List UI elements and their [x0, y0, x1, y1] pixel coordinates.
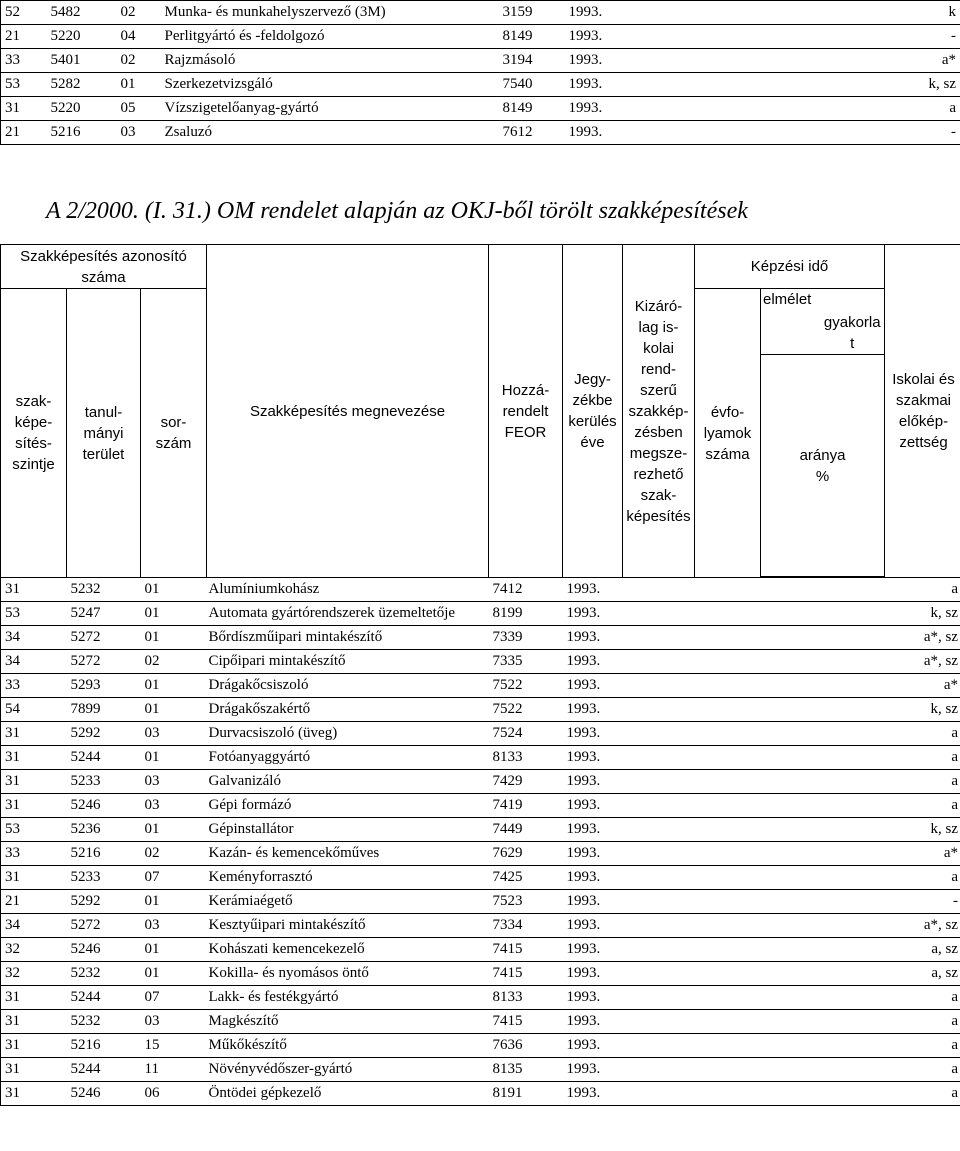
cell-prereq: a	[623, 770, 960, 794]
cell-serial: 01	[141, 626, 207, 650]
cell-prereq: a	[623, 1058, 960, 1082]
top-table	[0, 0, 960, 145]
cell-area: 5236	[67, 818, 141, 842]
table-row	[1, 866, 960, 890]
cell-area: 5293	[67, 674, 141, 698]
table-row	[1, 890, 960, 914]
cell-prereq: a*, sz	[623, 626, 960, 650]
cell-prereq: a*	[625, 49, 960, 73]
cell-prereq: a	[623, 794, 960, 818]
top-table-row	[1, 49, 960, 73]
cell-area: 7899	[67, 698, 141, 722]
table-row	[1, 1034, 960, 1058]
cell-prereq: k, sz	[623, 818, 960, 842]
cell-level: 31	[1, 1010, 67, 1034]
cell-prereq: -	[625, 121, 960, 145]
cell-serial: 01	[141, 962, 207, 986]
cell-area: 5247	[67, 602, 141, 626]
cell-year: 1993.	[563, 962, 623, 986]
cell-name: Lakk- és festékgyártó	[207, 986, 489, 1010]
cell-feor: 8133	[489, 986, 563, 1010]
cell-level: 32	[1, 938, 67, 962]
cell-feor: 7425	[489, 866, 563, 890]
cell-feor: 7612	[499, 121, 565, 145]
cell-serial: 01	[141, 698, 207, 722]
table-row	[1, 770, 960, 794]
cell-serial: 11	[141, 1058, 207, 1082]
cell-prereq: a	[623, 1082, 960, 1106]
cell-feor: 8149	[499, 97, 565, 121]
cell-feor: 8135	[489, 1058, 563, 1082]
cell-area: 5233	[67, 770, 141, 794]
cell-level: 53	[1, 602, 67, 626]
cell-name: Gépinstallátor	[207, 818, 489, 842]
cell-area: 5292	[67, 890, 141, 914]
cell-name: Rajzmásoló	[163, 49, 499, 73]
cell-feor: 7419	[489, 794, 563, 818]
cell-feor: 3159	[499, 1, 565, 25]
cell-year: 1993.	[563, 770, 623, 794]
cell-name: Kohászati kemencekezelő	[207, 938, 489, 962]
cell-year: 1993.	[563, 578, 623, 602]
cell-prereq: a	[623, 1034, 960, 1058]
cell-prereq: k, sz	[625, 73, 960, 97]
cell-name: Gépi formázó	[207, 794, 489, 818]
cell-serial: 06	[141, 1082, 207, 1106]
cell-year: 1993.	[563, 626, 623, 650]
cell-year: 1993.	[563, 938, 623, 962]
cell-level: 53	[1, 818, 67, 842]
header-feor: Hozzá- rendelt FEOR	[489, 245, 563, 578]
table-row	[1, 842, 960, 866]
cell-serial: 03	[141, 770, 207, 794]
cell-serial: 03	[141, 794, 207, 818]
cell-year: 1993.	[565, 49, 625, 73]
cell-area: 5232	[67, 1010, 141, 1034]
cell-serial: 01	[141, 578, 207, 602]
cell-name: Kazán- és kemencekőműves	[207, 842, 489, 866]
cell-level: 52	[1, 1, 47, 25]
cell-year: 1993.	[563, 1010, 623, 1034]
cell-feor: 7524	[489, 722, 563, 746]
cell-name: Szerkezetvizsgáló	[163, 73, 499, 97]
cell-name: Magkészítő	[207, 1010, 489, 1034]
cell-prereq: -	[625, 25, 960, 49]
cell-name: Galvanizáló	[207, 770, 489, 794]
cell-year: 1993.	[565, 97, 625, 121]
cell-serial: 07	[141, 866, 207, 890]
table-row	[1, 1058, 960, 1082]
cell-feor: 7522	[489, 698, 563, 722]
cell-feor: 7522	[489, 674, 563, 698]
table-row	[1, 578, 960, 602]
cell-level: 21	[1, 25, 47, 49]
cell-level: 33	[1, 674, 67, 698]
cell-prereq: a*, sz	[623, 650, 960, 674]
header-training-time: Képzési idő	[695, 245, 885, 289]
cell-level: 31	[1, 770, 67, 794]
cell-name: Drágakőcsiszoló	[207, 674, 489, 698]
cell-year: 1993.	[563, 794, 623, 818]
cell-serial: 01	[141, 674, 207, 698]
cell-serial: 03	[141, 1010, 207, 1034]
cell-name: Fotóanyaggyártó	[207, 746, 489, 770]
cell-name: Bőrdíszműipari mintakészítő	[207, 626, 489, 650]
cell-area: 5246	[67, 938, 141, 962]
cell-area: 5246	[67, 1082, 141, 1106]
cell-year: 1993.	[563, 602, 623, 626]
cell-feor: 7412	[489, 578, 563, 602]
cell-name: Cipőipari mintakészítő	[207, 650, 489, 674]
cell-prereq: a	[623, 722, 960, 746]
cell-area: 5244	[67, 986, 141, 1010]
cell-year: 1993.	[563, 890, 623, 914]
cell-area: 5272	[67, 914, 141, 938]
cell-prereq: a, sz	[623, 938, 960, 962]
cell-name: Drágakőszakértő	[207, 698, 489, 722]
top-table-row	[1, 121, 960, 145]
cell-prereq: a*, sz	[623, 914, 960, 938]
cell-serial: 01	[141, 938, 207, 962]
cell-name: Öntödei gépkezelő	[207, 1082, 489, 1106]
cell-serial: 01	[117, 73, 163, 97]
table-row	[1, 674, 960, 698]
cell-feor: 7339	[489, 626, 563, 650]
cell-name: Durvacsiszoló (üveg)	[207, 722, 489, 746]
deleted-qualifications-table	[0, 244, 960, 1106]
cell-feor: 7334	[489, 914, 563, 938]
cell-area: 5244	[67, 1058, 141, 1082]
cell-area: 5272	[67, 650, 141, 674]
cell-year: 1993.	[563, 914, 623, 938]
cell-area: 5272	[67, 626, 141, 650]
table-row	[1, 698, 960, 722]
cell-prereq: -	[623, 890, 960, 914]
cell-name: Kesztyűipari mintakészítő	[207, 914, 489, 938]
cell-area: 5401	[47, 49, 117, 73]
header-name: Szakképesítés megnevezése	[207, 245, 489, 578]
cell-prereq: a*	[623, 674, 960, 698]
cell-name: Kokilla- és nyomásos öntő	[207, 962, 489, 986]
cell-area: 5220	[47, 25, 117, 49]
cell-name: Munka- és munkahelyszervező (3M)	[163, 1, 499, 25]
cell-area: 5292	[67, 722, 141, 746]
cell-prereq: a, sz	[623, 962, 960, 986]
cell-serial: 07	[141, 986, 207, 1010]
cell-name: Műkőkészítő	[207, 1034, 489, 1058]
cell-area: 5232	[67, 962, 141, 986]
cell-level: 34	[1, 650, 67, 674]
cell-feor: 7415	[489, 1010, 563, 1034]
cell-year: 1993.	[565, 73, 625, 97]
cell-year: 1993.	[563, 818, 623, 842]
table-row	[1, 1010, 960, 1034]
cell-year: 1993.	[563, 674, 623, 698]
cell-feor: 7540	[499, 73, 565, 97]
cell-serial: 01	[141, 602, 207, 626]
cell-serial: 05	[117, 97, 163, 121]
cell-year: 1993.	[563, 842, 623, 866]
cell-area: 5216	[47, 121, 117, 145]
table-row	[1, 650, 960, 674]
cell-prereq: a	[625, 97, 960, 121]
cell-name: Keményforrasztó	[207, 866, 489, 890]
cell-feor: 8199	[489, 602, 563, 626]
cell-feor: 7449	[489, 818, 563, 842]
cell-area: 5244	[67, 746, 141, 770]
cell-area: 5482	[47, 1, 117, 25]
cell-prereq: k, sz	[623, 602, 960, 626]
cell-name: Növényvédőszer-gyártó	[207, 1058, 489, 1082]
cell-level: 21	[1, 121, 47, 145]
header-serial: sor- szám	[141, 289, 207, 578]
cell-serial: 02	[117, 49, 163, 73]
cell-feor: 7636	[489, 1034, 563, 1058]
cell-level: 31	[1, 722, 67, 746]
cell-year: 1993.	[563, 698, 623, 722]
cell-year: 1993.	[565, 1, 625, 25]
cell-level: 33	[1, 842, 67, 866]
cell-area: 5282	[47, 73, 117, 97]
cell-year: 1993.	[563, 1082, 623, 1106]
cell-level: 31	[1, 866, 67, 890]
cell-prereq: a	[623, 866, 960, 890]
cell-level: 34	[1, 626, 67, 650]
cell-name: Vízszigetelőanyag-gyártó	[163, 97, 499, 121]
section-title: A 2/2000. (I. 31.) OM rendelet alapján az OKJ-ből törölt szakképesítések	[46, 198, 748, 224]
cell-feor: 7523	[489, 890, 563, 914]
cell-feor: 8191	[489, 1082, 563, 1106]
cell-name: Kerámiaégető	[207, 890, 489, 914]
cell-feor: 8149	[499, 25, 565, 49]
cell-level: 31	[1, 986, 67, 1010]
cell-level: 31	[1, 1082, 67, 1106]
cell-level: 34	[1, 914, 67, 938]
cell-serial: 03	[141, 914, 207, 938]
cell-name: Zsaluzó	[163, 121, 499, 145]
header-ratio: aránya %	[761, 355, 885, 577]
cell-level: 31	[1, 1058, 67, 1082]
cell-serial: 04	[117, 25, 163, 49]
header-theory: elmélet	[761, 289, 821, 355]
cell-feor: 7335	[489, 650, 563, 674]
cell-feor: 7429	[489, 770, 563, 794]
header-year: Jegy- zékbe kerülés éve	[563, 245, 623, 578]
cell-year: 1993.	[563, 650, 623, 674]
cell-level: 53	[1, 73, 47, 97]
cell-feor: 7415	[489, 962, 563, 986]
cell-year: 1993.	[563, 746, 623, 770]
cell-feor: 7415	[489, 938, 563, 962]
table-row	[1, 1082, 960, 1106]
cell-feor: 3194	[499, 49, 565, 73]
cell-serial: 01	[141, 818, 207, 842]
cell-level: 31	[1, 578, 67, 602]
cell-serial: 03	[117, 121, 163, 145]
table-row	[1, 986, 960, 1010]
cell-year: 1993.	[565, 121, 625, 145]
cell-area: 5246	[67, 794, 141, 818]
cell-prereq: a	[623, 746, 960, 770]
cell-area: 5216	[67, 842, 141, 866]
cell-level: 21	[1, 890, 67, 914]
cell-area: 5232	[67, 578, 141, 602]
top-table-row	[1, 73, 960, 97]
table-row	[1, 602, 960, 626]
cell-year: 1993.	[563, 1058, 623, 1082]
cell-name: Perlitgyártó és -feldolgozó	[163, 25, 499, 49]
cell-feor: 7629	[489, 842, 563, 866]
cell-prereq: a	[623, 986, 960, 1010]
cell-level: 32	[1, 962, 67, 986]
table-row	[1, 938, 960, 962]
cell-area: 5233	[67, 866, 141, 890]
cell-prereq: a*	[623, 842, 960, 866]
cell-prereq: k, sz	[623, 698, 960, 722]
cell-serial: 03	[141, 722, 207, 746]
cell-year: 1993.	[563, 722, 623, 746]
cell-year: 1993.	[563, 1034, 623, 1058]
cell-prereq: k	[625, 1, 960, 25]
cell-area: 5216	[67, 1034, 141, 1058]
header-practice: gyakorla t	[821, 289, 885, 355]
table-row	[1, 794, 960, 818]
top-table-row	[1, 97, 960, 121]
cell-serial: 02	[141, 650, 207, 674]
cell-serial: 02	[141, 842, 207, 866]
cell-prereq: a	[623, 1010, 960, 1034]
cell-level: 31	[1, 1034, 67, 1058]
cell-level: 31	[1, 746, 67, 770]
cell-area: 5220	[47, 97, 117, 121]
cell-level: 33	[1, 49, 47, 73]
top-table-row	[1, 1, 960, 25]
header-prereq: Iskolai és szakmai előkép- zettség	[885, 245, 960, 578]
cell-level: 31	[1, 97, 47, 121]
table-row	[1, 962, 960, 986]
table-row	[1, 818, 960, 842]
header-area: tanul- mányi terület	[67, 289, 141, 578]
header-level: szak- képe- sítés- szintje	[1, 289, 67, 578]
cell-serial: 02	[117, 1, 163, 25]
cell-year: 1993.	[563, 866, 623, 890]
header-years-count: évfo- lyamok száma	[695, 289, 761, 578]
cell-year: 1993.	[565, 25, 625, 49]
cell-serial: 01	[141, 746, 207, 770]
cell-prereq: a	[623, 578, 960, 602]
cell-serial: 15	[141, 1034, 207, 1058]
header-id-group: Szakképesítés azonosító száma	[1, 245, 207, 289]
table-row	[1, 722, 960, 746]
top-table-row	[1, 25, 960, 49]
cell-level: 54	[1, 698, 67, 722]
table-row	[1, 626, 960, 650]
table-row	[1, 746, 960, 770]
cell-name: Automata gyártórendszerek üzemeltetője	[207, 602, 489, 626]
cell-level: 31	[1, 794, 67, 818]
cell-serial: 01	[141, 890, 207, 914]
cell-feor: 8133	[489, 746, 563, 770]
header-school-only: Kizáró- lag is- kolai rend- szerű szakkép- zésben megsze- rezhető szak- képesítés	[623, 245, 695, 578]
table-row	[1, 914, 960, 938]
cell-year: 1993.	[563, 986, 623, 1010]
cell-name: Alumíniumkohász	[207, 578, 489, 602]
